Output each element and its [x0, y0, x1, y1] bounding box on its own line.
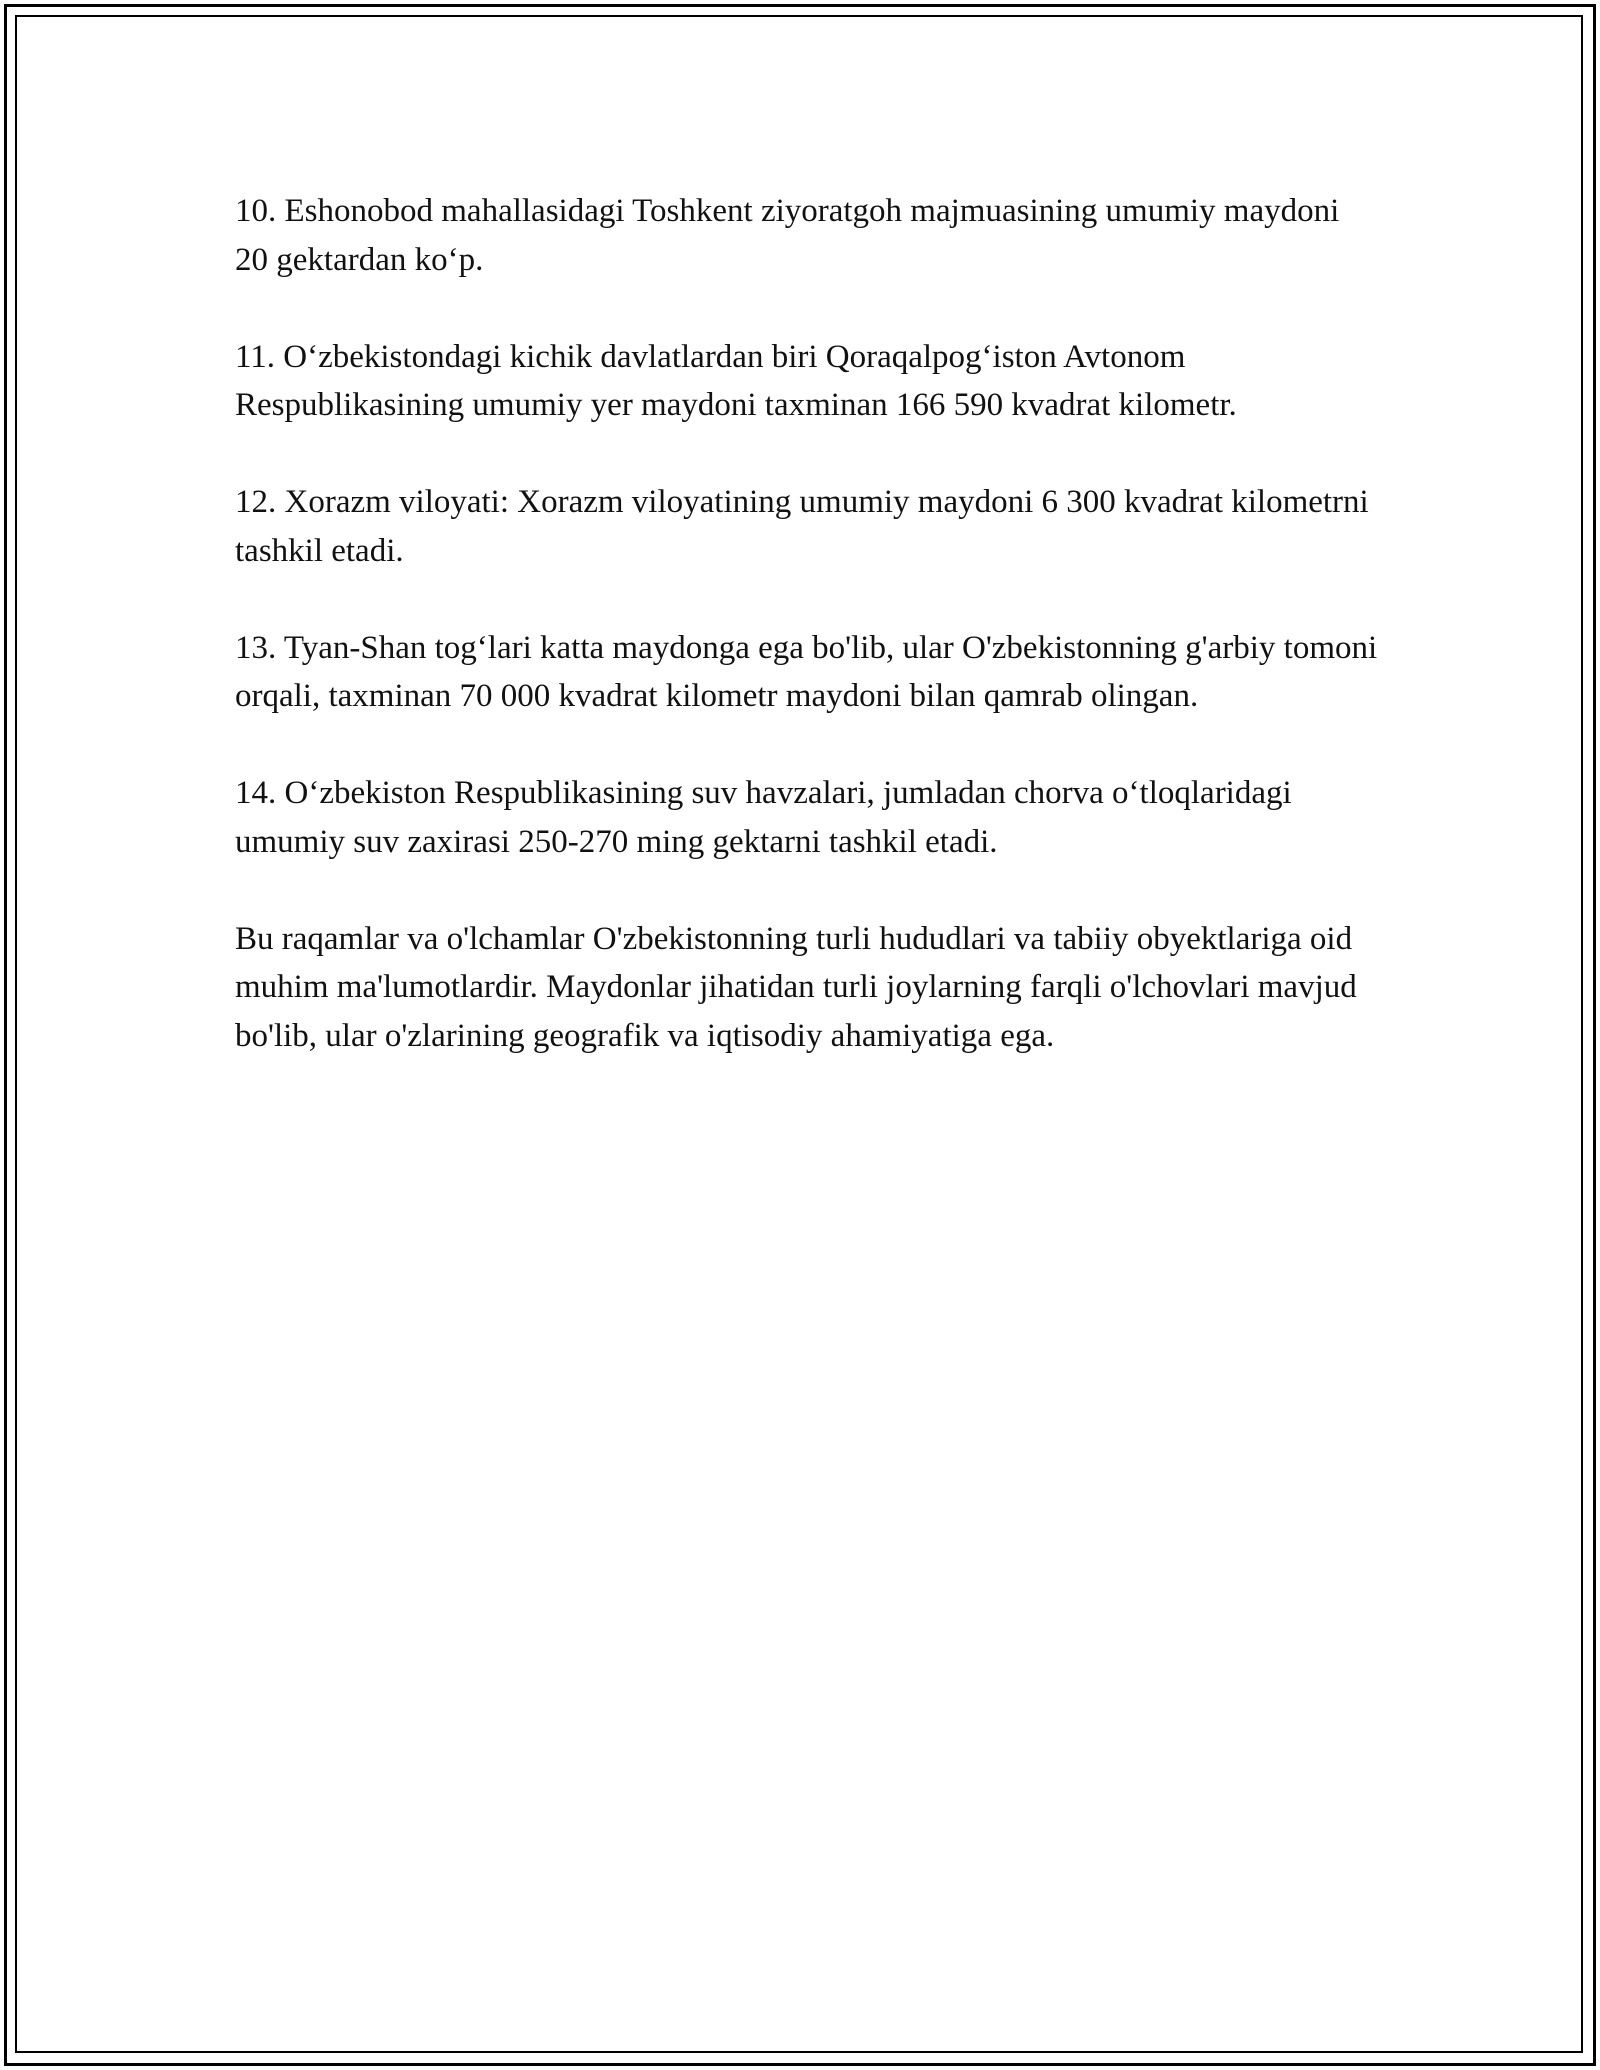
paragraph-item-12: 12. Xorazm viloyati: Xorazm viloyatining umumiy maydoni 6 300 kvadrat kilometrni tashkil etadi. — [235, 484, 1369, 569]
paragraph-item-10: 10. Eshonobod mahallasidagi Toshkent ziyoratgoh majmuasining umumiy maydoni 20 gektardan ko‘p. — [235, 193, 1340, 278]
summary-paragraph: Bu raqamlar va o'lchamlar O'zbekistonning turli hududlari va tabiiy obyektlariga oid muhim ma'lumotlardir. Maydonlar jihatidan turli joylarning farqli o'lchovlari mavjud bo'lib, ular o'zlarining geografik va iqtisodiy ahamiyatiga ega. — [235, 920, 1357, 1054]
paragraph-item-14: 14. O‘zbekiston Respublikasining suv havzalari, jumladan chorva o‘tloqlaridagi umumiy suv zaxirasi 250-270 ming gektarni tashkil etadi. — [235, 775, 1292, 860]
paragraph-item-11: 11. O‘zbekistondagi kichik davlatlardan biri Qoraqalpog‘iston Avtonom Respublikasining umumiy yer maydoni taxminan 166 590 kvadrat kilometr. — [235, 338, 1237, 423]
paragraph-item-13: 13. Tyan-Shan tog‘lari katta maydonga ega bo'lib, ular O'zbekistonning g'arbiy tomoni orqali, taxminan 70 000 kvadrat kilometr maydoni bilan qamrab olingan. — [235, 629, 1378, 714]
document-body — [235, 187, 1380, 1060]
